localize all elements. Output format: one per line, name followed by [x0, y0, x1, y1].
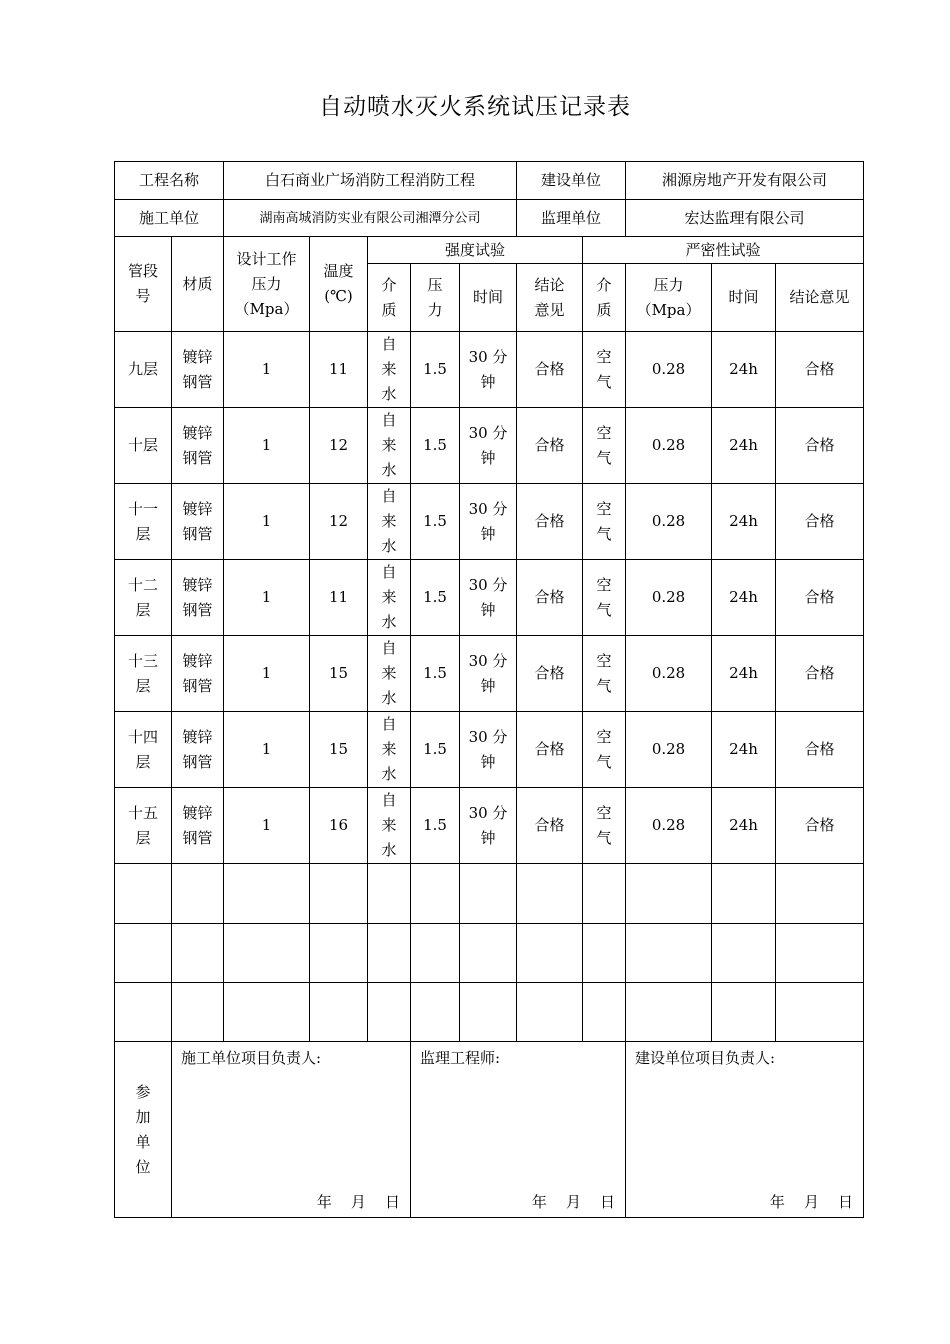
strength-pressure-cell: 1.5 [411, 484, 460, 560]
strength-time-cell: 30 分 钟 [460, 636, 517, 712]
contractor-lead-label: 施工单位项目负责人: [181, 1049, 322, 1067]
strength-pressure-cell: 1.5 [411, 332, 460, 408]
contractor-label: 施工单位 [115, 200, 224, 237]
segment-cell: 十一 层 [115, 484, 172, 560]
strength-time-cell: 30 分 钟 [460, 712, 517, 788]
tightness-medium-cell: 空 气 [583, 484, 626, 560]
tightness-conclusion-cell: 合格 [776, 636, 864, 712]
tightness-time-cell: 24h [712, 484, 776, 560]
empty-row [115, 924, 864, 983]
design-pressure-cell: 1 [224, 484, 310, 560]
segment-cell: 十层 [115, 408, 172, 484]
material-cell: 镀锌 钢管 [172, 484, 224, 560]
tightness-conclusion-cell: 合格 [776, 484, 864, 560]
material-cell: 镀锌 钢管 [172, 712, 224, 788]
strength-medium-cell: 自 来 水 [368, 788, 411, 864]
header-t-pressure: 压力 （Mpa） [626, 264, 712, 332]
table-row [115, 712, 864, 788]
tightness-pressure-cell: 0.28 [626, 484, 712, 560]
material-cell: 镀锌 钢管 [172, 788, 224, 864]
builder-lead-label: 建设单位项目负责人: [635, 1049, 776, 1067]
design-pressure-cell: 1 [224, 788, 310, 864]
temperature-cell: 15 [310, 636, 368, 712]
header-s-pressure: 压 力 [411, 264, 460, 332]
material-cell: 镀锌 钢管 [172, 636, 224, 712]
temperature-cell: 15 [310, 712, 368, 788]
strength-pressure-cell: 1.5 [411, 560, 460, 636]
temperature-cell: 12 [310, 408, 368, 484]
tightness-pressure-cell: 0.28 [626, 408, 712, 484]
table-row [115, 636, 864, 712]
header-t-medium: 介 质 [583, 264, 626, 332]
strength-pressure-cell: 1.5 [411, 712, 460, 788]
tightness-conclusion-cell: 合格 [776, 788, 864, 864]
tightness-conclusion-cell: 合格 [776, 408, 864, 484]
table-row [115, 484, 864, 560]
strength-conclusion-cell: 合格 [517, 788, 583, 864]
header-tightness-test: 严密性试验 [583, 237, 864, 264]
tightness-time-cell: 24h [712, 332, 776, 408]
strength-time-cell: 30 分 钟 [460, 560, 517, 636]
strength-time-cell: 30 分 钟 [460, 408, 517, 484]
temperature-cell: 11 [310, 560, 368, 636]
segment-cell: 十三 层 [115, 636, 172, 712]
supervisor-label: 监理单位 [517, 200, 626, 237]
signature-row [115, 1042, 864, 1218]
segment-cell: 十四 层 [115, 712, 172, 788]
strength-pressure-cell: 1.5 [411, 788, 460, 864]
table-row [115, 332, 864, 408]
design-pressure-cell: 1 [224, 408, 310, 484]
pressure-test-table [114, 161, 864, 1218]
builder-signature-cell [626, 1042, 864, 1218]
strength-conclusion-cell: 合格 [517, 712, 583, 788]
segment-cell: 十五 层 [115, 788, 172, 864]
strength-conclusion-cell: 合格 [517, 408, 583, 484]
strength-time-cell: 30 分 钟 [460, 788, 517, 864]
strength-pressure-cell: 1.5 [411, 636, 460, 712]
design-pressure-cell: 1 [224, 332, 310, 408]
strength-medium-cell: 自 来 水 [368, 636, 411, 712]
design-pressure-cell: 1 [224, 636, 310, 712]
header-s-medium: 介 质 [368, 264, 411, 332]
header-row-groups [115, 237, 864, 264]
tightness-conclusion-cell: 合格 [776, 712, 864, 788]
strength-conclusion-cell: 合格 [517, 484, 583, 560]
tightness-medium-cell: 空 气 [583, 408, 626, 484]
tightness-medium-cell: 空 气 [583, 560, 626, 636]
strength-medium-cell: 自 来 水 [368, 712, 411, 788]
material-cell: 镀锌 钢管 [172, 332, 224, 408]
header-material: 材质 [172, 237, 224, 332]
strength-medium-cell: 自 来 水 [368, 484, 411, 560]
supervising-engineer-label: 监理工程师: [420, 1049, 501, 1067]
design-pressure-cell: 1 [224, 560, 310, 636]
table-row [115, 408, 864, 484]
strength-medium-cell: 自 来 水 [368, 408, 411, 484]
segment-cell: 十二 层 [115, 560, 172, 636]
header-segment: 管段 号 [115, 237, 172, 332]
builder-value: 湘源房地产开发有限公司 [626, 162, 864, 200]
strength-time-cell: 30 分 钟 [460, 484, 517, 560]
contractor-value: 湖南高城消防实业有限公司湘潭分公司 [224, 200, 517, 237]
tightness-medium-cell: 空 气 [583, 788, 626, 864]
participants-label: 参 加 单 位 [115, 1042, 172, 1218]
project-name-value: 白石商业广场消防工程消防工程 [224, 162, 517, 200]
tightness-conclusion-cell: 合格 [776, 560, 864, 636]
strength-conclusion-cell: 合格 [517, 636, 583, 712]
builder-sign-date: 年 月 日 [769, 1193, 854, 1211]
empty-row [115, 864, 864, 924]
tightness-pressure-cell: 0.28 [626, 332, 712, 408]
header-s-conclusion: 结论 意见 [517, 264, 583, 332]
header-s-time: 时间 [460, 264, 517, 332]
strength-time-cell: 30 分 钟 [460, 332, 517, 408]
tightness-conclusion-cell: 合格 [776, 332, 864, 408]
info-row-project [115, 162, 864, 200]
temperature-cell: 11 [310, 332, 368, 408]
tightness-medium-cell: 空 气 [583, 636, 626, 712]
tightness-time-cell: 24h [712, 712, 776, 788]
tightness-time-cell: 24h [712, 636, 776, 712]
tightness-pressure-cell: 0.28 [626, 788, 712, 864]
builder-label: 建设单位 [517, 162, 626, 200]
header-design-pressure: 设计工作 压力 （Mpa） [224, 237, 310, 332]
tightness-pressure-cell: 0.28 [626, 712, 712, 788]
strength-conclusion-cell: 合格 [517, 560, 583, 636]
tightness-medium-cell: 空 气 [583, 712, 626, 788]
supervisor-value: 宏达监理有限公司 [626, 200, 864, 237]
info-row-contractor [115, 200, 864, 237]
supervisor-sign-date: 年 月 日 [531, 1193, 616, 1211]
strength-medium-cell: 自 来 水 [368, 560, 411, 636]
table-row [115, 560, 864, 636]
tightness-pressure-cell: 0.28 [626, 636, 712, 712]
data-rows [115, 332, 864, 864]
strength-medium-cell: 自 来 水 [368, 332, 411, 408]
empty-row [115, 983, 864, 1042]
material-cell: 镀锌 钢管 [172, 408, 224, 484]
header-strength-test: 强度试验 [368, 237, 583, 264]
design-pressure-cell: 1 [224, 712, 310, 788]
strength-pressure-cell: 1.5 [411, 408, 460, 484]
strength-conclusion-cell: 合格 [517, 332, 583, 408]
tightness-time-cell: 24h [712, 788, 776, 864]
project-name-label: 工程名称 [115, 162, 224, 200]
supervisor-signature-cell [411, 1042, 626, 1218]
header-t-conclusion: 结论意见 [776, 264, 864, 332]
tightness-pressure-cell: 0.28 [626, 560, 712, 636]
material-cell: 镀锌 钢管 [172, 560, 224, 636]
temperature-cell: 16 [310, 788, 368, 864]
header-t-time: 时间 [712, 264, 776, 332]
table-row [115, 788, 864, 864]
segment-cell: 九层 [115, 332, 172, 408]
contractor-signature-cell [172, 1042, 411, 1218]
contractor-sign-date: 年 月 日 [316, 1193, 401, 1211]
tightness-medium-cell: 空 气 [583, 332, 626, 408]
header-temperature: 温度 (℃) [310, 237, 368, 332]
page-title: 自动喷水灭火系统试压记录表 [319, 94, 631, 120]
tightness-time-cell: 24h [712, 560, 776, 636]
tightness-time-cell: 24h [712, 408, 776, 484]
temperature-cell: 12 [310, 484, 368, 560]
